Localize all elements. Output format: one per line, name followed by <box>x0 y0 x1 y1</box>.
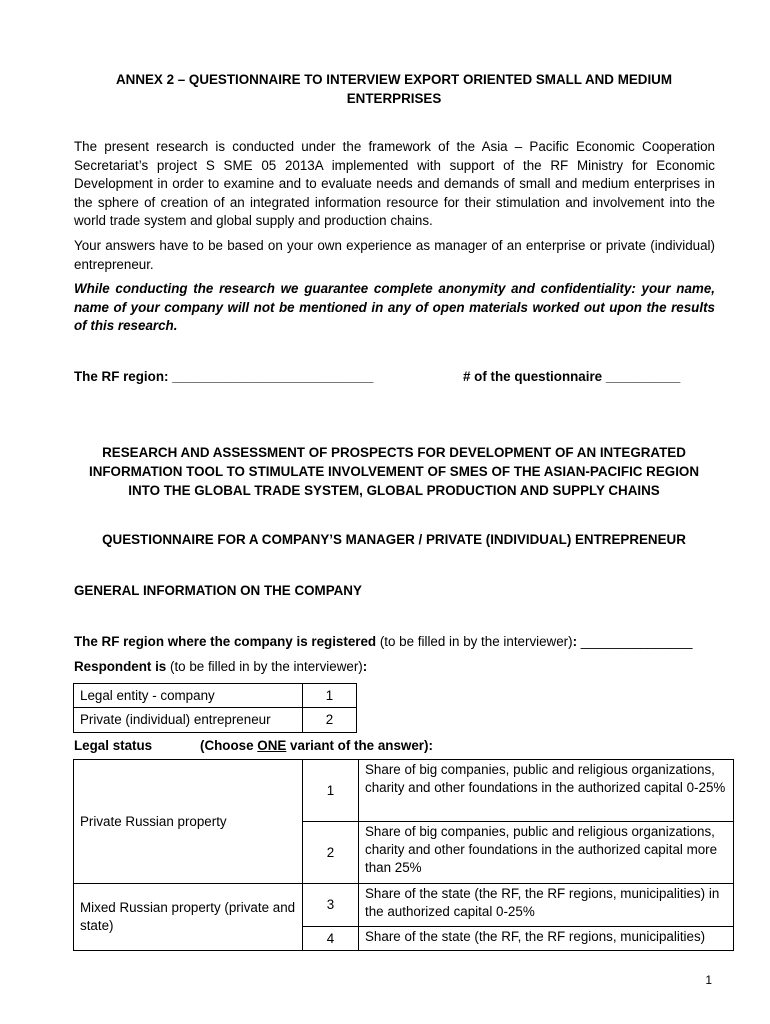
annex-title-line2: ENTERPRISES <box>346 91 442 106</box>
region-registered-colon: : <box>572 634 578 649</box>
legal-status-instruction <box>200 737 433 755</box>
anonymity-paragraph: While conducting the research we guarantee complete anonymity and confidentiality: your name, name of your company will not be mentioned in any of open materials worked out upon the results of this research. <box>74 281 715 333</box>
region-registered-line <box>74 633 693 651</box>
legal-status-instruction-close: variant of the answer) <box>286 738 429 753</box>
respondent-option-label: Private (individual) entrepreneur <box>74 708 303 733</box>
legal-status-description: Share of the state (the RF, the RF regions, municipalities) <box>359 927 734 951</box>
legal-status-description: Share of big companies, public and religious organizations, charity and other foundations in the authorized capital more than 25% <box>359 822 734 884</box>
respondent-option-code: 2 <box>303 708 357 733</box>
table-row <box>74 884 734 927</box>
annex-title <box>74 70 714 108</box>
intro-paragraph: The present research is conducted under the framework of the Asia – Pacific Economic Cooperation Secretariat’s project S SME 05 2013A implemented with support of the RF Ministry for Economic Development in order to examine and to evaluate needs and demands of small and medium enterprises in the sphere of creation of an integrated information resource for their stimulation and involvement into the world trade system and global supply and production chains. <box>74 139 715 228</box>
region-registered-note: (to be filled in by the interviewer) <box>376 634 573 649</box>
general-info-heading: GENERAL INFORMATION ON THE COMPANY <box>74 583 362 598</box>
research-title <box>74 443 714 500</box>
legal-status-description: Share of the state (the RF, the RF regions, municipalities) in the authorized capital 0-25% <box>359 884 734 927</box>
legal-status-description: Share of big companies, public and religious organizations, charity and other foundations in the authorized capital 0-25% <box>359 760 734 822</box>
legal-status-code: 4 <box>303 927 359 951</box>
legal-status-instruction-open: (Choose <box>200 738 258 753</box>
legal-status-colon: : <box>428 738 433 753</box>
table-row <box>74 760 734 822</box>
research-title-line1: RESEARCH AND ASSESSMENT OF PROSPECTS FOR DEVELOPMENT OF AN INTEGRATED <box>102 445 686 460</box>
table-row <box>74 684 357 708</box>
respondent-option-code: 1 <box>303 684 357 708</box>
legal-status-code: 1 <box>303 760 359 822</box>
table-row <box>74 708 357 733</box>
legal-status-group-private: Private Russian property <box>74 760 303 884</box>
annex-title-line1: ANNEX 2 – QUESTIONNAIRE TO INTERVIEW EXPORT ORIENTED SMALL AND MEDIUM <box>115 72 672 87</box>
legal-status-label: Legal status <box>74 738 153 753</box>
questionnaire-subtitle: QUESTIONNAIRE FOR A COMPANY’S MANAGER / PRIVATE (INDIVIDUAL) ENTREPRENEUR <box>102 532 686 547</box>
respondent-option-label: Legal entity - company <box>74 684 303 708</box>
legal-status-code: 2 <box>303 822 359 884</box>
page-number: 1 <box>705 973 712 987</box>
legal-status-group-mixed: Mixed Russian property (private and state) <box>74 884 303 951</box>
region-registered-label: The RF region where the company is registered <box>74 634 377 649</box>
legal-status-table <box>73 759 734 951</box>
research-title-line3: INTO THE GLOBAL TRADE SYSTEM, GLOBAL PRODUCTION AND SUPPLY CHAINS <box>128 483 660 498</box>
legal-status-instruction-emphasis: ONE <box>257 738 287 753</box>
answers-paragraph: Your answers have to be based on your own experience as manager of an enterprise or private (individual) entrepreneur. <box>74 238 715 272</box>
rf-region-field: The RF region: ___________________________ <box>74 369 374 384</box>
respondent-table <box>73 683 357 733</box>
research-title-line2: INFORMATION TOOL TO STIMULATE INVOLVEMENT OF SMES OF THE ASIAN-PACIFIC REGION <box>88 464 699 479</box>
respondent-line <box>74 658 367 676</box>
respondent-colon: : <box>362 659 368 674</box>
questionnaire-number-field: # of the questionnaire __________ <box>463 369 681 384</box>
legal-status-code: 3 <box>303 884 359 927</box>
region-registered-blank: _______________ <box>577 634 693 649</box>
respondent-note: (to be filled in by the interviewer) <box>166 659 363 674</box>
respondent-label: Respondent is <box>74 659 167 674</box>
